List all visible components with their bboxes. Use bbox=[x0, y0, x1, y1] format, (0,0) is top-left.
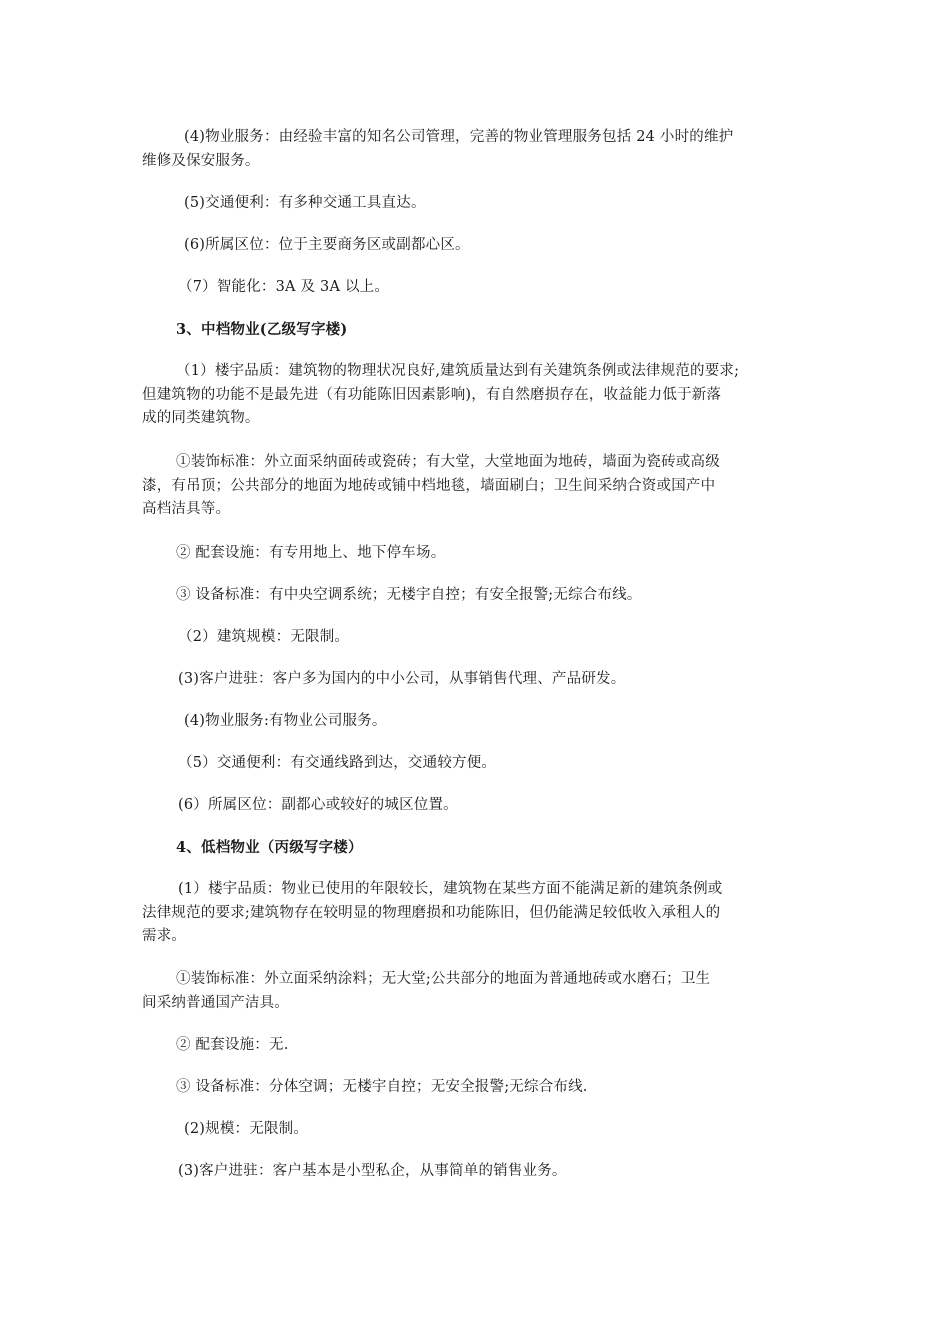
paragraph-tenants-low bbox=[142, 1160, 818, 1184]
text-line: (4)物业服务：由经验丰富的知名公司管理，完善的物业管理服务包括 24 小时的维护 bbox=[184, 129, 734, 145]
paragraph-building-scale bbox=[142, 626, 818, 650]
text-line: ③ 设备标准：有中央空调系统；无楼宇自控；有安全报警;无综合布线。 bbox=[176, 587, 642, 603]
text-line: (3)客户进驻：客户基本是小型私企，从事简单的销售业务。 bbox=[178, 1163, 567, 1179]
text-line: 漆，有吊顶；公共部分的地面为地砖或铺中档地毯，墙面刷白；卫生间采纳合资或国产中 bbox=[142, 477, 716, 494]
paragraph-building-quality bbox=[142, 360, 818, 431]
text-line: （2）建筑规模：无限制。 bbox=[178, 629, 350, 645]
paragraph-intelligence bbox=[142, 276, 818, 300]
paragraph-scale-low bbox=[142, 1118, 818, 1142]
text-line: 维修及保安服务。 bbox=[142, 152, 260, 169]
paragraph-tenants bbox=[142, 668, 818, 692]
section-heading-low-grade bbox=[142, 836, 818, 860]
paragraph-transport bbox=[142, 192, 818, 216]
text-line: (3)客户进驻：客户多为国内的中小公司，从事销售代理、产品研发。 bbox=[178, 671, 626, 687]
text-line: （5）交通便利：有交通线路到达，交通较方便。 bbox=[178, 755, 497, 771]
paragraph-facilities bbox=[142, 542, 818, 566]
text-line: (1）楼宇品质：物业已使用的年限较长，建筑物在某些方面不能满足新的建筑条例或 bbox=[178, 881, 723, 897]
heading-text: 4、低档物业（丙级写字楼） bbox=[176, 839, 363, 856]
text-line: 高档洁具等。 bbox=[142, 501, 231, 517]
text-line: 间采纳普通国产洁具。 bbox=[142, 994, 289, 1011]
text-line: (4)物业服务:有物业公司服务。 bbox=[184, 713, 387, 729]
text-line: （1）楼宇品质：建筑物的物理状况良好,建筑质量达到有关建筑条例或法律规范的要求; bbox=[176, 363, 740, 379]
text-line: (6)所属区位：位于主要商务区或副都心区。 bbox=[184, 237, 470, 253]
paragraph-property-service bbox=[142, 126, 818, 173]
text-line: ② 配套设施：有专用地上、地下停车场。 bbox=[176, 545, 446, 561]
paragraph-location-mid bbox=[142, 794, 818, 818]
text-line: (2)规模：无限制。 bbox=[184, 1121, 309, 1137]
text-line: 需求。 bbox=[142, 928, 187, 944]
text-line: 成的同类建筑物。 bbox=[142, 410, 260, 426]
paragraph-decoration-standard bbox=[142, 451, 818, 522]
text-line: （7）智能化：3A 及 3A 以上。 bbox=[178, 279, 390, 295]
text-line: 法律规范的要求;建筑物存在较明显的物理磨损和功能陈旧，但仍能满足较低收入承租人的 bbox=[142, 904, 721, 921]
paragraph-transport-mid bbox=[142, 752, 818, 776]
heading-text: 3、中档物业(乙级写字楼) bbox=[176, 321, 348, 338]
paragraph-location bbox=[142, 234, 818, 258]
text-line: 但建筑物的功能不是最先进（有功能陈旧因素影响)，有自然磨损存在，收益能力低于新落 bbox=[142, 386, 722, 403]
paragraph-decoration-standard-low bbox=[142, 968, 818, 1015]
text-line: ③ 设备标准：分体空调；无楼宇自控；无安全报警;无综合布线. bbox=[176, 1079, 588, 1095]
section-heading-mid-grade bbox=[142, 318, 818, 342]
paragraph-building-quality-low bbox=[142, 878, 818, 949]
text-line: (5)交通便利：有多种交通工具直达。 bbox=[184, 195, 426, 211]
text-line: (6）所属区位：副都心或较好的城区位置。 bbox=[178, 797, 458, 813]
paragraph-equipment-low bbox=[142, 1076, 818, 1100]
paragraph-property-service-mid bbox=[142, 710, 818, 734]
paragraph-equipment bbox=[142, 584, 818, 608]
text-line: ①装饰标准：外立面采纳涂料；无大堂;公共部分的地面为普通地砖或水磨石；卫生 bbox=[176, 971, 711, 987]
text-line: ①装饰标准：外立面采纳面砖或瓷砖；有大堂，大堂地面为地砖，墙面为瓷砖或高级 bbox=[176, 454, 720, 470]
paragraph-facilities-low bbox=[142, 1034, 818, 1058]
text-line: ② 配套设施：无. bbox=[176, 1037, 289, 1053]
